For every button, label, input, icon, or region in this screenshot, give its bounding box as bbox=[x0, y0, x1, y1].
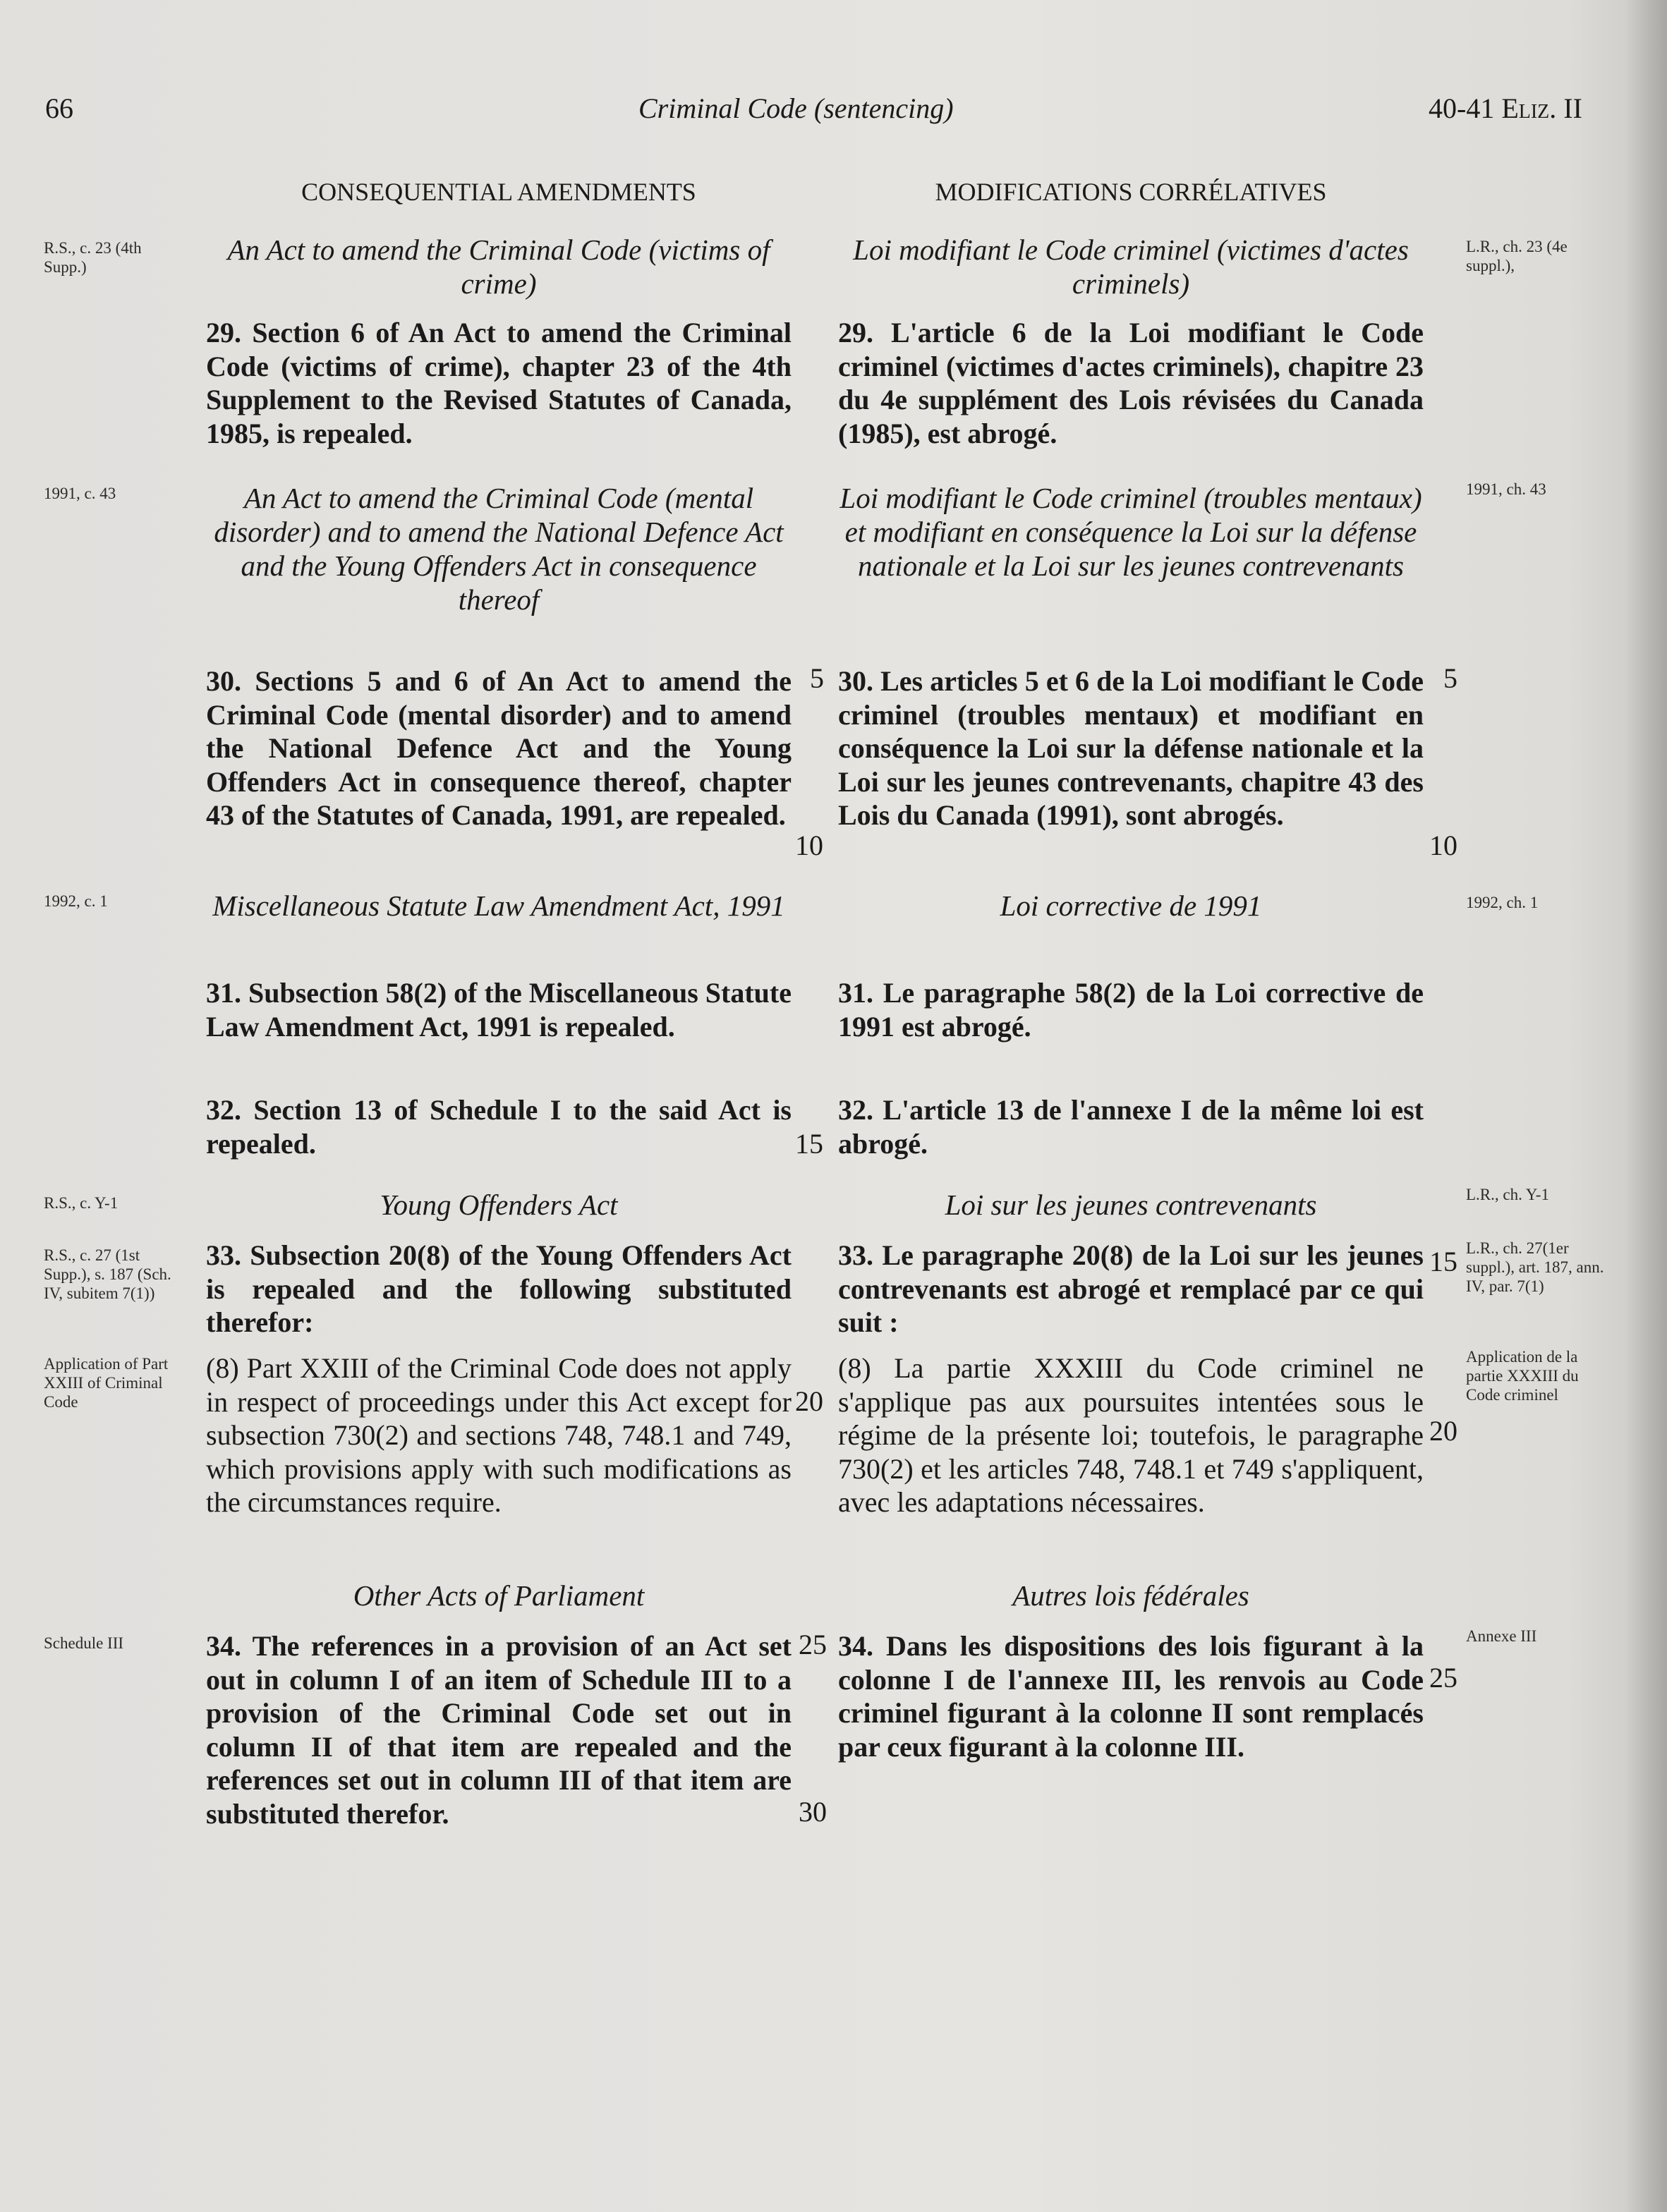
section-30-en: 30. Sections 5 and 6 of An Act to amend the Criminal Code (mental disorder) and to amend the National Defence Act and the Young Offenders Act in consequence thereof, chapter 43 of the Statutes of Canada, 1991, are repealed. bbox=[206, 665, 792, 831]
margin-note-right: L.R., ch. Y-1 bbox=[1466, 1186, 1549, 1203]
line-number-fr: 10 bbox=[1429, 830, 1457, 861]
margin-note-left: 1991, c. 43 bbox=[44, 485, 116, 502]
section-29-en: 29. Section 6 of An Act to amend the Criminal Code (victims of crime), chapter 23 of the 4th Supplement to the Revised Statutes of Canada, 1985, is repealed. bbox=[206, 317, 792, 449]
margin-note-left: R.S., c. 23 (4th Supp.) bbox=[44, 239, 142, 276]
running-title: Criminal Code (sentencing) bbox=[638, 92, 954, 124]
line-number-fr: 15 bbox=[1429, 1246, 1457, 1277]
act-title-fr: Loi corrective de 1991 bbox=[1000, 889, 1262, 922]
margin-note-left: R.S., c. 27 (1st Supp.), s. 187 (Sch. IV, subitem 7(1)) bbox=[44, 1246, 171, 1302]
section-31-en: 31. Subsection 58(2) of the Miscellaneous Statute Law Amendment Act, 1991 is repealed. bbox=[206, 977, 792, 1043]
act-title-fr: Loi modifiant le Code criminel (troubles mentaux) et modifiant en conséquence la Loi sur la défense nationale et la Loi sur les jeunes contrevenants bbox=[839, 482, 1422, 582]
act-title-en: An Act to amend the Criminal Code (mental disorder) and to amend the National Defence Act and the Young Offenders Act in consequence thereof bbox=[214, 482, 784, 616]
section-32-fr: 32. L'article 13 de l'annexe I de la même loi est abrogé. bbox=[838, 1094, 1424, 1160]
line-number: 30 bbox=[799, 1796, 827, 1828]
margin-note-right: Application de la partie XXXIII du Code criminel bbox=[1466, 1348, 1579, 1404]
section-heading-fr: MODIFICATIONS CORRÉLATIVES bbox=[935, 178, 1327, 206]
section-31-fr: 31. Le paragraphe 58(2) de la Loi corrective de 1991 est abrogé. bbox=[838, 977, 1424, 1043]
section-33-fr: 33. Le paragraphe 20(8) de la Loi sur les jeunes contrevenants est abrogé et remplacé par ce qui suit : bbox=[838, 1239, 1424, 1338]
line-number-fr: 25 bbox=[1429, 1662, 1457, 1694]
margin-note-right: Annexe III bbox=[1466, 1627, 1537, 1645]
line-number-fr: 20 bbox=[1429, 1415, 1457, 1447]
margin-note-left: R.S., c. Y-1 bbox=[44, 1194, 119, 1212]
margin-note-left: 1992, c. 1 bbox=[44, 892, 108, 910]
margin-note-right: L.R., ch. 23 (4e suppl.), bbox=[1466, 238, 1568, 274]
margin-note-right: L.R., ch. 27(1er suppl.), art. 187, ann. IV, par. 7(1) bbox=[1466, 1239, 1604, 1295]
other-acts-heading-fr: Autres lois fédérales bbox=[1012, 1579, 1249, 1612]
act-title-fr: Loi sur les jeunes contrevenants bbox=[945, 1189, 1317, 1221]
section-34-en: 34. The references in a provision of an Act set out in column I of an item of Schedule III to a provision of the Criminal Code set out in column II of that item are repealed and the references set out in column III of that item are substituted therefor. bbox=[206, 1630, 792, 1830]
subsection-33-8-fr: (8) La partie XXXIII du Code criminel ne s'applique pas aux poursuites intentées sous le régime de la présente loi; toutefois, le paragraphe 730(2) et les articles 748, 748.1 et 749 s'appliquent, avec les adaptations nécessaires. bbox=[838, 1352, 1424, 1518]
act-title-en: Young Offenders Act bbox=[380, 1189, 618, 1221]
margin-note-left: Application of Part XXIII of Criminal Code bbox=[44, 1355, 169, 1411]
section-heading-en: CONSEQUENTIAL AMENDMENTS bbox=[301, 178, 696, 206]
line-number-fr: 5 bbox=[1443, 662, 1457, 694]
line-number: 10 bbox=[795, 830, 823, 861]
page-edge-shadow bbox=[1623, 0, 1667, 2212]
section-32-en: 32. Section 13 of Schedule I to the said Act is repealed. bbox=[206, 1094, 792, 1160]
margin-note-right: 1991, ch. 43 bbox=[1466, 480, 1546, 498]
section-33-en: 33. Subsection 20(8) of the Young Offenders Act is repealed and the following substituted therefor: bbox=[206, 1239, 792, 1338]
line-number: 5 bbox=[810, 662, 824, 694]
other-acts-heading-en: Other Acts of Parliament bbox=[353, 1579, 645, 1612]
line-number: 15 bbox=[795, 1128, 823, 1160]
act-title-fr: Loi modifiant le Code criminel (victimes d'actes criminels) bbox=[853, 233, 1409, 300]
section-34-fr: 34. Dans les dispositions des lois figurant à la colonne I de l'annexe III, les renvois au Code criminel figurant à la colonne II sont remplacés par ceux figurant à la colonne III. bbox=[838, 1630, 1424, 1763]
page-number: 66 bbox=[45, 92, 73, 124]
margin-note-right: 1992, ch. 1 bbox=[1466, 894, 1539, 911]
line-number: 25 bbox=[799, 1629, 827, 1660]
section-29-fr: 29. L'article 6 de la Loi modifiant le Code criminel (victimes d'actes criminels), chapitre 23 du 4e supplément des Lois révisées du Canada (1985), est abrogé. bbox=[838, 317, 1424, 449]
subsection-33-8-en: (8) Part XXIII of the Criminal Code does not apply in respect of proceedings under this Act except for subsection 730(2) and sections 748, 748.1 and 749, which provisions apply with such modifications as the circumstances require. bbox=[206, 1352, 792, 1518]
regnal-year: 40-41 Eliz. II bbox=[1429, 92, 1582, 124]
act-title-en: Miscellaneous Statute Law Amendment Act, 1991 bbox=[212, 889, 785, 922]
margin-note-left: Schedule III bbox=[44, 1634, 124, 1652]
line-number: 20 bbox=[795, 1385, 823, 1417]
section-30-fr: 30. Les articles 5 et 6 de la Loi modifiant le Code criminel (troubles mentaux) et modifiant en conséquence la Loi sur la défense nationale et la Loi sur les jeunes contrevenants, chapitre 43 des Lois du Canada (1991), sont abrogés. bbox=[838, 665, 1424, 831]
act-title-en: An Act to amend the Criminal Code (victims of crime) bbox=[227, 233, 770, 300]
